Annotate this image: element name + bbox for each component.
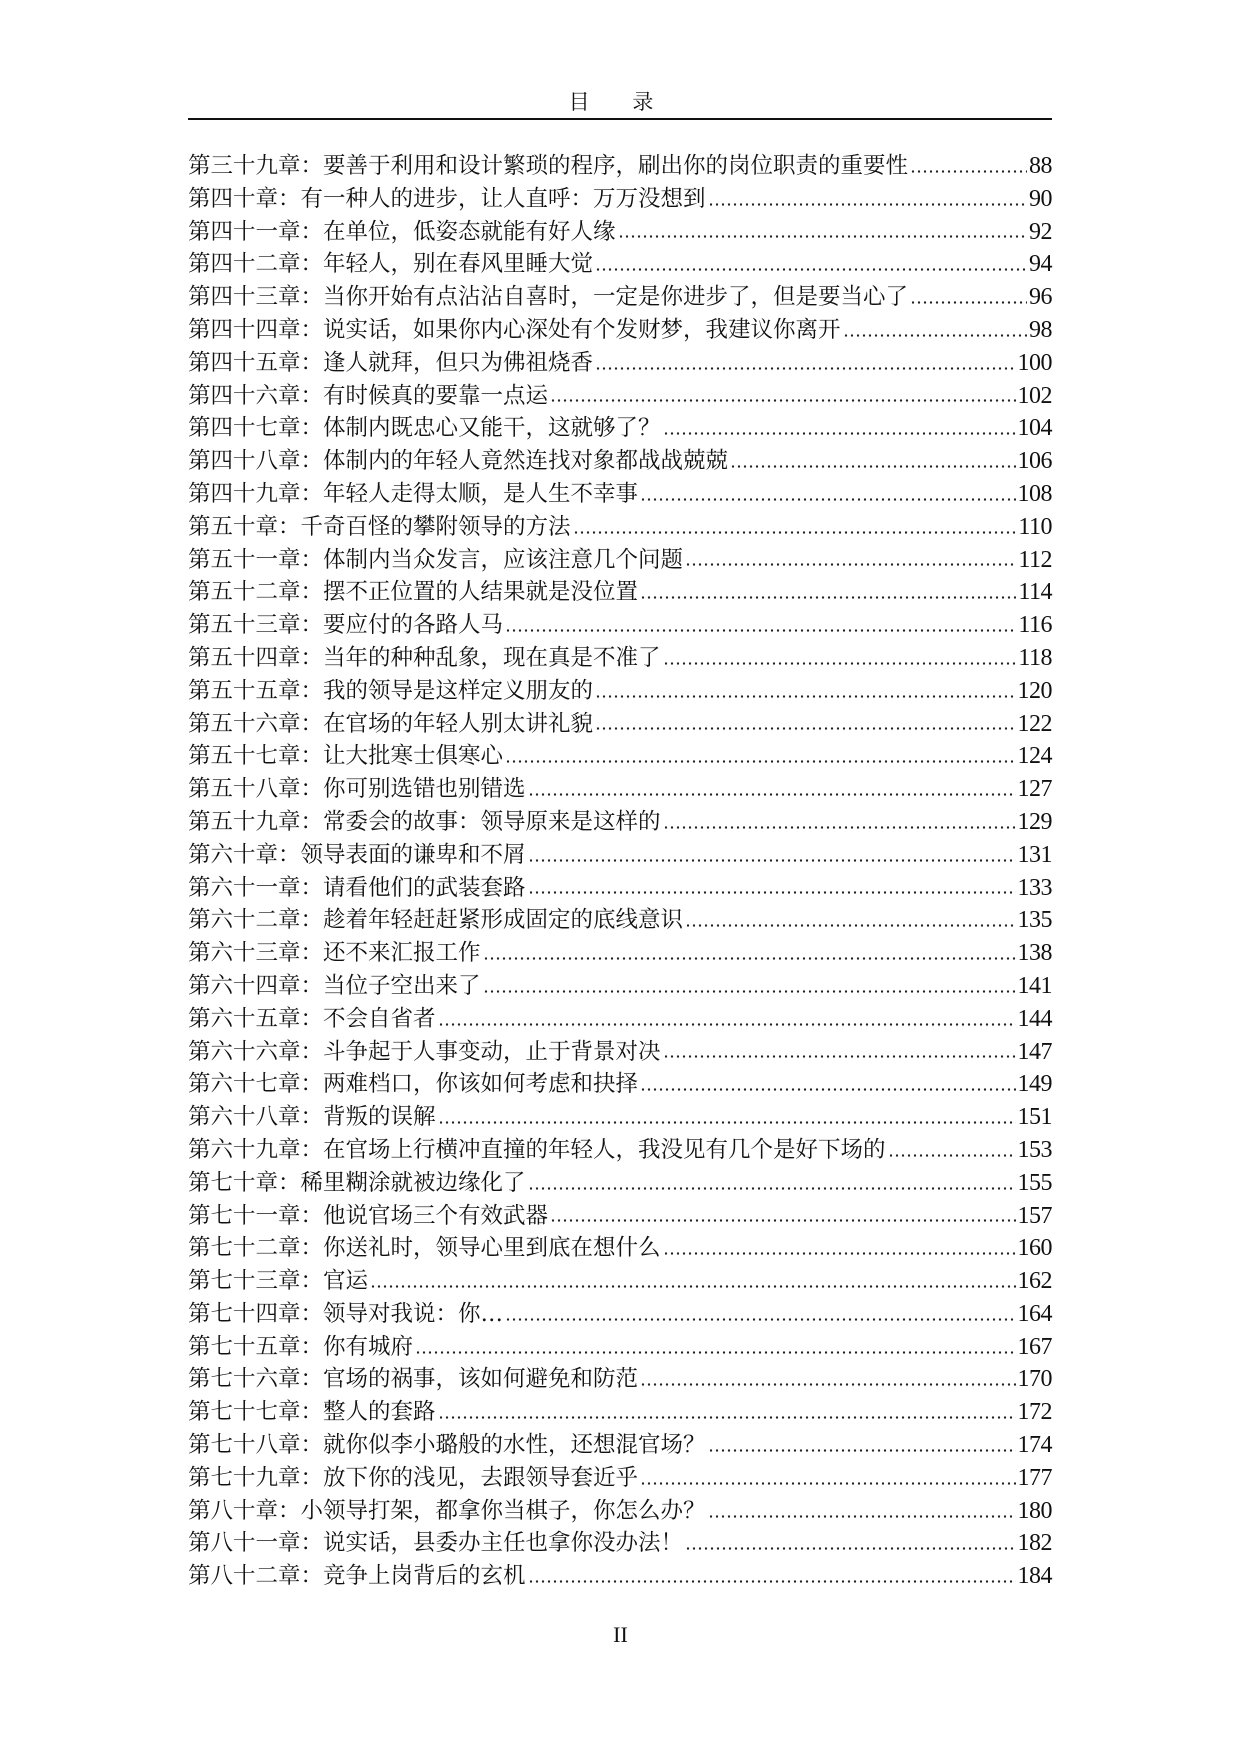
toc-entry[interactable]	[188, 347, 1052, 380]
toc-entry[interactable]	[188, 1331, 1052, 1364]
toc-entry[interactable]	[188, 1134, 1052, 1167]
toc-entry-page: 157	[1017, 1202, 1052, 1229]
toc-dot-leader	[573, 531, 1017, 534]
toc-entry-page: 170	[1017, 1366, 1052, 1393]
toc-entry-page: 155	[1017, 1169, 1052, 1196]
toc-entry-title: 第四十七章：体制内既忠心又能干，这就够了？	[188, 415, 661, 442]
toc-entry-page: 177	[1017, 1464, 1052, 1491]
toc-entry-title: 第七十五章：你有城府	[188, 1333, 414, 1360]
toc-entry-page: 88	[1029, 153, 1052, 179]
toc-entry-title: 第五十五章：我的领导是这样定义朋友的	[188, 677, 594, 704]
toc-dot-leader	[685, 563, 1016, 566]
toc-entry-title: 第五十九章：常委会的故事：领导原来是这样的	[188, 808, 661, 835]
toc-entry-title: 第六十六章：斗争起于人事变动，止于背景对决	[188, 1038, 661, 1065]
toc-entry-title: 第六十二章：趁着年轻赶赶紧形成固定的底线意识	[188, 907, 684, 934]
toc-entry-title: 第七十三章：官运	[188, 1268, 369, 1295]
toc-dot-leader	[415, 1351, 1015, 1354]
toc-entry-title: 第四十三章：当你开始有点沾沾自喜时，一定是你进步了，但是要当心了	[188, 284, 909, 311]
toc-dot-leader	[910, 170, 1027, 173]
toc-entry-page: 135	[1017, 907, 1052, 934]
toc-entry-page: 120	[1017, 677, 1052, 704]
toc-dot-leader	[483, 990, 1016, 993]
toc-entry[interactable]	[188, 412, 1052, 445]
toc-entry-title: 第七十七章：整人的套路	[188, 1399, 436, 1426]
toc-dot-leader	[595, 695, 1015, 698]
toc-entry-page: 147	[1017, 1038, 1052, 1065]
toc-dot-leader	[528, 793, 1016, 796]
toc-entry-title: 第六十八章：背叛的误解	[188, 1104, 436, 1131]
toc-dot-leader	[595, 727, 1015, 730]
toc-entry-page: 151	[1017, 1104, 1052, 1131]
toc-dot-leader	[685, 1547, 1015, 1550]
toc-entry[interactable]	[188, 937, 1052, 970]
toc-entry[interactable]	[188, 478, 1052, 511]
toc-entry-title: 第五十二章：摆不正位置的人结果就是没位置	[188, 579, 639, 606]
toc-entry-page: 144	[1017, 1005, 1052, 1032]
toc-dot-leader	[618, 235, 1027, 238]
toc-entry-page: 172	[1017, 1399, 1052, 1426]
toc-entry-title: 第七十九章：放下你的浅见，去跟领导套近乎	[188, 1464, 639, 1491]
toc-entry[interactable]	[188, 904, 1052, 937]
toc-entry-title: 第六十一章：请看他们的武装套路	[188, 874, 526, 901]
toc-entry-title: 第七十八章：就你似李小璐般的水性，还想混官场？	[188, 1432, 706, 1459]
toc-entry[interactable]	[188, 248, 1052, 281]
toc-entry[interactable]	[188, 1396, 1052, 1429]
toc-entry-title: 第六十三章：还不来汇报工作	[188, 940, 481, 967]
toc-entry-title: 第三十九章：要善于利用和设计繁琐的程序，刷出你的岗位职责的重要性	[188, 153, 909, 179]
toc-entry[interactable]	[188, 675, 1052, 708]
toc-dot-leader	[708, 203, 1027, 206]
toc-dot-leader	[730, 465, 1015, 468]
toc-entry-page: 131	[1017, 841, 1052, 868]
toc-entry-page: 138	[1017, 940, 1052, 967]
toc-entry-page: 110	[1018, 513, 1052, 540]
toc-entry[interactable]	[188, 1495, 1052, 1528]
toc-entry-title: 第五十一章：体制内当众发言，应该注意几个问题	[188, 546, 684, 573]
toc-entry-page: 133	[1017, 874, 1052, 901]
toc-entry-title: 第四十九章：年轻人走得太顺，是人生不幸事	[188, 480, 639, 507]
toc-entry-title: 第八十章：小领导打架，都拿你当棋子，你怎么办？	[188, 1497, 706, 1524]
toc-entry-title: 第六十五章：不会自省者	[188, 1005, 436, 1032]
toc-entry-title: 第六十章：领导表面的谦卑和不屑	[188, 841, 526, 868]
toc-entry-page: 180	[1017, 1497, 1052, 1524]
toc-entry[interactable]	[188, 314, 1052, 347]
toc-entry-title: 第四十四章：说实话，如果你内心深处有个发财梦，我建议你离开	[188, 316, 841, 343]
toc-dot-leader	[663, 662, 1017, 665]
toc-entry[interactable]	[188, 1429, 1052, 1462]
toc-entry-page: 164	[1017, 1300, 1052, 1327]
toc-dot-leader	[483, 957, 1016, 960]
toc-entry-page: 104	[1017, 415, 1052, 442]
toc-entry[interactable]	[188, 806, 1052, 839]
toc-entry-page: 106	[1017, 448, 1052, 475]
toc-entry-title: 第四十一章：在单位，低姿态就能有好人缘	[188, 218, 616, 245]
toc-entry-title: 第七十一章：他说官场三个有效武器	[188, 1202, 549, 1229]
toc-entry[interactable]	[188, 183, 1052, 216]
toc-entry-page: 96	[1029, 284, 1052, 311]
toc-entry-page: 92	[1029, 218, 1052, 245]
toc-dot-leader	[663, 1055, 1016, 1058]
toc-entry[interactable]	[188, 708, 1052, 741]
toc-entry-title: 第四十六章：有时候真的要靠一点运	[188, 382, 549, 409]
toc-entry[interactable]	[188, 1003, 1052, 1036]
toc-entry[interactable]	[188, 1232, 1052, 1265]
toc-entry[interactable]	[188, 970, 1052, 1003]
page-number: II	[613, 1622, 628, 1647]
toc-entry-page: 184	[1017, 1563, 1052, 1590]
toc-entry-title: 第八十二章：竞争上岗背后的玄机	[188, 1563, 526, 1590]
toc-entry-title: 第四十二章：年轻人，别在春风里睡大觉	[188, 251, 594, 278]
toc-entry-page: 108	[1017, 480, 1052, 507]
toc-dot-leader	[663, 1252, 1016, 1255]
toc-entry-page: 124	[1017, 743, 1052, 770]
toc-entry[interactable]	[188, 1036, 1052, 1069]
toc-entry[interactable]	[188, 544, 1052, 577]
toc-entry-page: 100	[1017, 349, 1052, 376]
toc-entry-page: 182	[1017, 1530, 1052, 1557]
toc-dot-leader	[640, 1482, 1015, 1485]
toc-entry[interactable]	[188, 281, 1052, 314]
toc-dot-leader	[640, 1088, 1015, 1091]
toc-entry-page: 160	[1017, 1235, 1052, 1262]
toc-entry[interactable]	[188, 839, 1052, 872]
toc-entry-title: 第四十五章：逢人就拜，但只为佛祖烧香	[188, 349, 594, 376]
toc-dot-leader	[708, 1449, 1016, 1452]
toc-entry-title: 第六十七章：两难档口，你该如何考虑和抉择	[188, 1071, 639, 1098]
toc-dot-leader	[640, 498, 1015, 501]
toc-dot-leader	[663, 432, 1016, 435]
toc-entry-page: 127	[1017, 776, 1052, 803]
toc-entry[interactable]	[188, 445, 1052, 478]
toc-entry-title: 第四十章：有一种人的进步，让人直呼：万万没想到	[188, 185, 706, 212]
toc-entry-page: 98	[1029, 316, 1052, 343]
toc-header-title: 目 录	[568, 90, 672, 114]
toc-dot-leader	[550, 399, 1015, 402]
toc-entry[interactable]	[188, 576, 1052, 609]
toc-entry-page: 122	[1017, 710, 1052, 737]
toc-entry[interactable]	[188, 1167, 1052, 1200]
toc-entry-page: 90	[1029, 185, 1052, 212]
toc-dot-leader	[505, 629, 1016, 632]
toc-entry-title: 第七十四章：领导对我说：你…	[188, 1300, 504, 1327]
toc-entry[interactable]	[188, 1101, 1052, 1134]
toc-entry[interactable]	[188, 380, 1052, 413]
toc-entry[interactable]	[188, 216, 1052, 249]
toc-entry-title: 第五十章：千奇百怪的攀附领导的方法	[188, 513, 571, 540]
toc-entry[interactable]	[188, 1363, 1052, 1396]
toc-dot-leader	[550, 1219, 1015, 1222]
toc-entry-page: 112	[1018, 546, 1052, 573]
toc-dot-leader	[370, 1285, 1015, 1288]
toc-entry-page: 162	[1017, 1268, 1052, 1295]
toc-entry[interactable]	[188, 773, 1052, 806]
toc-dot-leader	[438, 1023, 1016, 1026]
toc-entry[interactable]	[188, 740, 1052, 773]
toc-dot-leader	[505, 1318, 1015, 1321]
toc-entry[interactable]	[188, 150, 1052, 183]
toc-entry[interactable]	[188, 1265, 1052, 1298]
toc-entry-title: 第七十六章：官场的祸事，该如何避免和防范	[188, 1366, 639, 1393]
toc-entry-title: 第七十二章：你送礼时，领导心里到底在想什么	[188, 1235, 661, 1262]
toc-dot-leader	[640, 1383, 1015, 1386]
toc-entry-page: 102	[1017, 382, 1052, 409]
toc-dot-leader	[640, 596, 1016, 599]
toc-entry-title: 第八十一章：说实话，县委办主任也拿你没办法！	[188, 1530, 684, 1557]
toc-entry-page: 149	[1017, 1071, 1052, 1098]
toc-entry[interactable]	[188, 1068, 1052, 1101]
toc-entry-title: 第七十章：稀里糊涂就被边缘化了	[188, 1169, 526, 1196]
toc-entry[interactable]	[188, 1560, 1052, 1593]
toc-dot-leader	[528, 891, 1016, 894]
toc-entry-page: 118	[1018, 644, 1052, 671]
toc-dot-leader	[528, 1580, 1016, 1583]
toc-entry[interactable]	[188, 1462, 1052, 1495]
toc-entry[interactable]	[188, 872, 1052, 905]
toc-entry[interactable]	[188, 1527, 1052, 1560]
toc-entry[interactable]	[188, 1200, 1052, 1233]
toc-dot-leader	[438, 1121, 1016, 1124]
toc-entry[interactable]	[188, 1298, 1052, 1331]
toc-dot-leader	[505, 760, 1015, 763]
toc-entry-page: 129	[1017, 808, 1052, 835]
toc-entry-page: 174	[1017, 1432, 1052, 1459]
toc-dot-leader	[528, 1187, 1016, 1190]
table-of-contents	[188, 150, 1052, 1593]
toc-entry-title: 第五十三章：要应付的各路人马	[188, 612, 504, 639]
toc-entry[interactable]	[188, 642, 1052, 675]
toc-entry[interactable]	[188, 609, 1052, 642]
toc-dot-leader	[910, 301, 1027, 304]
toc-dot-leader	[843, 334, 1027, 337]
toc-dot-leader	[708, 1515, 1016, 1518]
toc-entry-title: 第五十七章：让大批寒士俱寒心	[188, 743, 504, 770]
toc-entry[interactable]	[188, 511, 1052, 544]
toc-dot-leader	[595, 268, 1027, 271]
toc-dot-leader	[595, 367, 1015, 370]
toc-entry-page: 114	[1018, 579, 1052, 606]
toc-entry-page: 167	[1017, 1333, 1052, 1360]
toc-entry-title: 第四十八章：体制内的年轻人竟然连找对象都战战兢兢	[188, 448, 729, 475]
toc-entry-title: 第五十八章：你可别选错也别错选	[188, 776, 526, 803]
toc-dot-leader	[438, 1416, 1016, 1419]
toc-entry-page: 141	[1017, 972, 1052, 999]
toc-dot-leader	[663, 826, 1016, 829]
toc-dot-leader	[888, 1154, 1016, 1157]
header-rule	[188, 118, 1052, 120]
toc-entry-title: 第五十四章：当年的种种乱象，现在真是不准了	[188, 644, 661, 671]
toc-entry-title: 第六十四章：当位子空出来了	[188, 972, 481, 999]
toc-entry-title: 第六十九章：在官场上行横冲直撞的年轻人，我没见有几个是好下场的	[188, 1136, 886, 1163]
toc-entry-page: 116	[1018, 612, 1052, 639]
toc-entry-page: 153	[1017, 1136, 1052, 1163]
toc-entry-title: 第五十六章：在官场的年轻人别太讲礼貌	[188, 710, 594, 737]
toc-dot-leader	[685, 924, 1015, 927]
toc-entry-page: 94	[1029, 251, 1052, 278]
toc-dot-leader	[528, 859, 1016, 862]
